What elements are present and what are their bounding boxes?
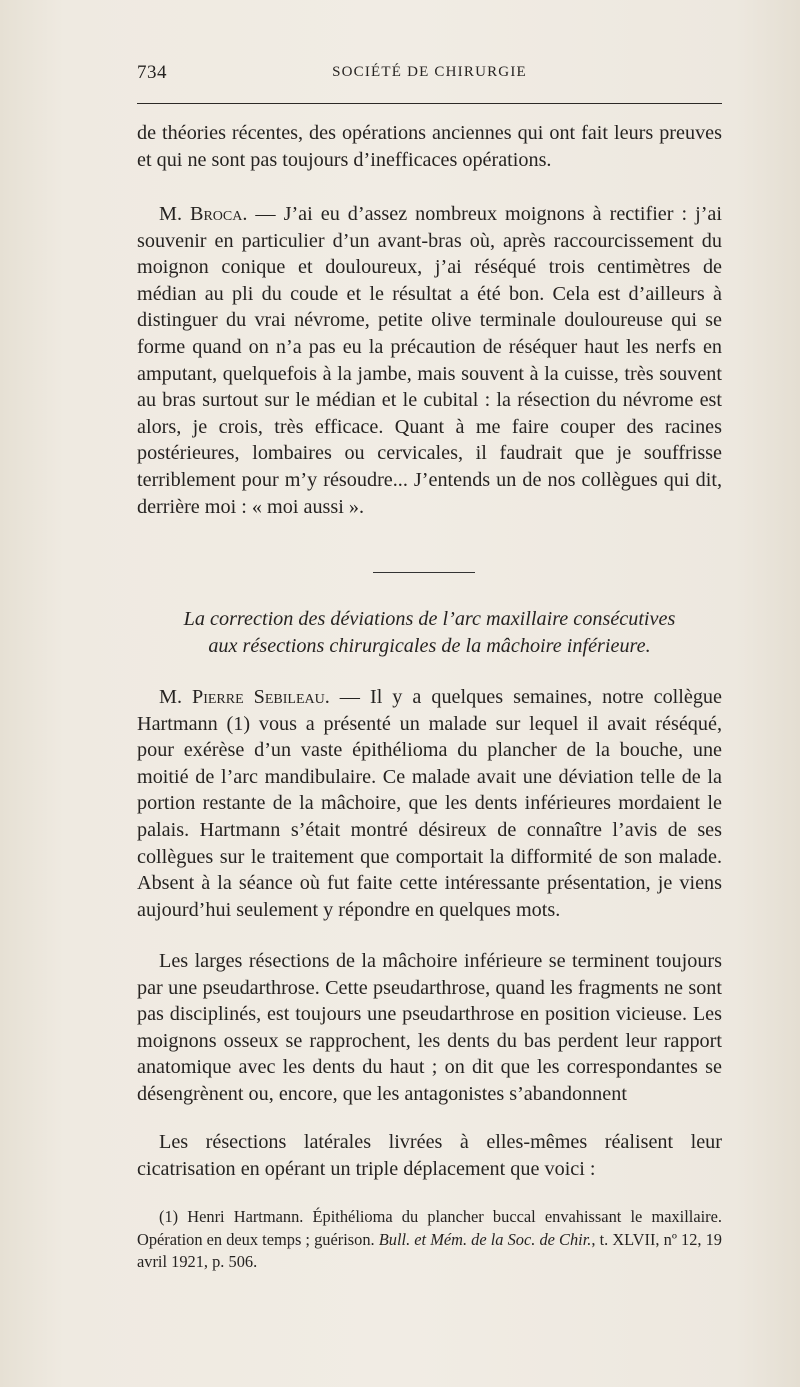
- section-title-line-1: La correction des déviations de l’arc maxillaire consécutives: [183, 608, 676, 630]
- sebileau-paragraph-3: [137, 1129, 722, 1182]
- footnote-text-after: , t. XLVII, nº 12, 19 avril 1921, p. 506.: [137, 1229, 722, 1271]
- broca-paragraph: [137, 201, 722, 520]
- section-title: [137, 606, 722, 659]
- section-title-line-2: aux résections chirurgicales de la mâchoire inférieure.: [208, 634, 651, 657]
- page-header: [137, 62, 722, 88]
- page-number: 734: [137, 62, 167, 83]
- section-separator: [373, 572, 475, 573]
- sebileau-text-1: — Il y a quelques semaines, notre collègue Hartmann (1) vous a présenté un malade sur lequel il avait réséqué, pour exérèse d’un vaste épithélioma du plancher de la bouche, une moitié de l’arc mandibulaire. Ce malade avait une déviation telle de la portion restante de la mâchoire, que les dents inférieures mordaient le palais. Hartmann s’était montré désireux de connaître l’avis de ses collègues sur le traitement que comportait la difformité de son malade. Absent à la séance où fut faite cette intéressante présentation, je viens aujourd’hui seulement y répondre en quelques mots.: [137, 686, 722, 921]
- header-rule: [137, 103, 722, 104]
- broca-text: — J’ai eu d’assez nombreux moignons à rectifier : j’ai souvenir en particulier d’un avant-bras où, après raccourcissement du moignon conique et douloureux, j’ai réséqué trois centimètres de médian au pli du coude et le résultat a été bon. Cela est d’ailleurs à distinguer du vrai névrome, petite olive terminale douloureuse qui se forme quand on n’a pas eu la précaution de réséquer haut les nerfs en amputant, quelquefois à la jambe, mais souvent à la cuisse, très souvent au bras surtout sur le médian et le cubital : la résection du névrome est alors, je crois, très efficace. Quant à me faire couper des racines postérieures, lombaires ou cervicales, il faudrait que je souffrisse terriblement pour m’y résoudre... J’entends un de nos collègues qui dit, derrière moi : « moi aussi ».: [137, 203, 722, 518]
- continuation-paragraph: [137, 120, 722, 173]
- sebileau-paragraph-2: [137, 948, 722, 1108]
- sebileau-speaker: M. Pierre Sebileau.: [159, 686, 330, 708]
- footnote-body: [137, 1206, 722, 1274]
- sebileau-paragraph-1-body: [137, 684, 722, 923]
- broca-paragraph-body: [137, 201, 722, 520]
- sebileau-text-2: Les larges résections de la mâchoire inférieure se terminent toujours par une pseudarthrose. Cette pseudarthrose, quand les fragments ne sont pas disciplinés, est toujours une pseudarthrose en position vicieuse. Les moignons osseux se rapprochent, les dents du bas perdent leur rapport anatomique avec les dents du haut ; on dit que les correspondantes se désengrènent ou, encore, que les antagonistes s’abandonnent: [137, 950, 722, 1105]
- footnote: [137, 1206, 722, 1274]
- footnote-journal: Bull. et Mém. de la Soc. de Chir.: [378, 1229, 592, 1249]
- running-title: SOCIÉTÉ DE CHIRURGIE: [332, 64, 527, 80]
- broca-speaker: M. Broca.: [159, 203, 248, 225]
- footnote-text-before: (1) Henri Hartmann. Épithélioma du plancher buccal envahissant le maxillaire. Opération en deux temps ; guérison.: [137, 1207, 722, 1249]
- continuation-text: de théories récentes, des opérations anciennes qui ont fait leurs preuves et qui ne sont pas toujours d’inefficaces opérations.: [137, 122, 722, 171]
- sebileau-text-3: Les résections latérales livrées à elles-mêmes réalisent leur cicatrisation en opérant un triple déplacement que voici :: [137, 1131, 722, 1180]
- sebileau-paragraph-1: [137, 684, 722, 923]
